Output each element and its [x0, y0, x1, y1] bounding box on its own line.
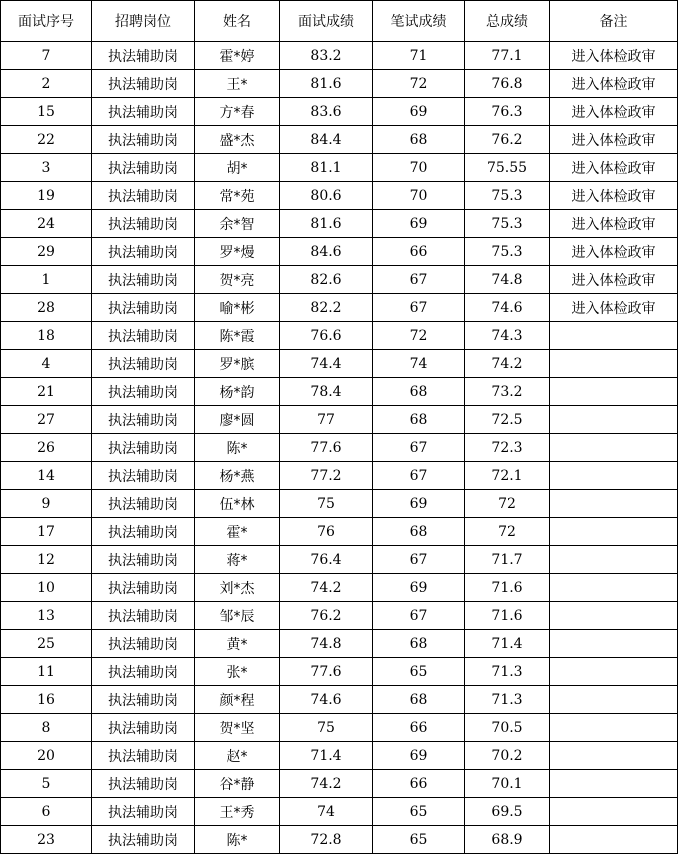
- remarks-cell: [550, 826, 678, 854]
- table-row: [1, 574, 678, 602]
- position-cell: 执法辅助岗: [92, 406, 195, 434]
- table-row: [1, 238, 678, 266]
- total-score-cell: 73.2: [465, 378, 550, 406]
- name-cell: 贺*坚: [195, 714, 280, 742]
- remarks-cell: [550, 770, 678, 798]
- interview-number-cell: 5: [1, 770, 92, 798]
- interview-number-cell: 12: [1, 546, 92, 574]
- written-score-cell: 69: [373, 490, 465, 518]
- header-name: 姓名: [195, 1, 280, 42]
- written-score-cell: 68: [373, 518, 465, 546]
- table-row: [1, 182, 678, 210]
- interview-score-cell: 82.6: [280, 266, 373, 294]
- interview-number-cell: 26: [1, 434, 92, 462]
- table-row: [1, 826, 678, 854]
- table-row: [1, 266, 678, 294]
- position-cell: 执法辅助岗: [92, 658, 195, 686]
- table-row: [1, 378, 678, 406]
- table-row: [1, 686, 678, 714]
- interview-score-cell: 75: [280, 714, 373, 742]
- interview-score-cell: 84.4: [280, 126, 373, 154]
- name-cell: 谷*静: [195, 770, 280, 798]
- written-score-cell: 69: [373, 98, 465, 126]
- table-row: [1, 154, 678, 182]
- written-score-cell: 68: [373, 630, 465, 658]
- remarks-cell: [550, 714, 678, 742]
- remarks-cell: 进入体检政审: [550, 266, 678, 294]
- total-score-cell: 71.7: [465, 546, 550, 574]
- position-cell: 执法辅助岗: [92, 350, 195, 378]
- header-written-score: 笔试成绩: [373, 1, 465, 42]
- interview-number-cell: 3: [1, 154, 92, 182]
- position-cell: 执法辅助岗: [92, 238, 195, 266]
- name-cell: 杨*韵: [195, 378, 280, 406]
- written-score-cell: 67: [373, 294, 465, 322]
- interview-score-cell: 77.2: [280, 462, 373, 490]
- name-cell: 王*秀: [195, 798, 280, 826]
- total-score-cell: 69.5: [465, 798, 550, 826]
- interview-score-cell: 83.2: [280, 42, 373, 70]
- interview-number-cell: 20: [1, 742, 92, 770]
- total-score-cell: 68.9: [465, 826, 550, 854]
- table-row: [1, 602, 678, 630]
- interview-number-cell: 2: [1, 70, 92, 98]
- position-cell: 执法辅助岗: [92, 70, 195, 98]
- table-row: [1, 70, 678, 98]
- interview-score-cell: 84.6: [280, 238, 373, 266]
- total-score-cell: 71.6: [465, 602, 550, 630]
- header-position: 招聘岗位: [92, 1, 195, 42]
- position-cell: 执法辅助岗: [92, 98, 195, 126]
- name-cell: 胡*: [195, 154, 280, 182]
- written-score-cell: 69: [373, 210, 465, 238]
- table-row: [1, 126, 678, 154]
- name-cell: 方*春: [195, 98, 280, 126]
- written-score-cell: 66: [373, 770, 465, 798]
- position-cell: 执法辅助岗: [92, 490, 195, 518]
- table-row: [1, 98, 678, 126]
- total-score-cell: 71.6: [465, 574, 550, 602]
- interview-score-cell: 77.6: [280, 658, 373, 686]
- interview-number-cell: 11: [1, 658, 92, 686]
- name-cell: 张*: [195, 658, 280, 686]
- position-cell: 执法辅助岗: [92, 602, 195, 630]
- position-cell: 执法辅助岗: [92, 714, 195, 742]
- name-cell: 霍*: [195, 518, 280, 546]
- name-cell: 罗*熳: [195, 238, 280, 266]
- total-score-cell: 74.6: [465, 294, 550, 322]
- total-score-cell: 76.8: [465, 70, 550, 98]
- remarks-cell: 进入体检政审: [550, 294, 678, 322]
- interview-number-cell: 7: [1, 42, 92, 70]
- total-score-cell: 71.3: [465, 658, 550, 686]
- table-row: [1, 658, 678, 686]
- remarks-cell: [550, 574, 678, 602]
- name-cell: 赵*: [195, 742, 280, 770]
- position-cell: 执法辅助岗: [92, 294, 195, 322]
- written-score-cell: 65: [373, 798, 465, 826]
- name-cell: 喻*彬: [195, 294, 280, 322]
- position-cell: 执法辅助岗: [92, 378, 195, 406]
- position-cell: 执法辅助岗: [92, 546, 195, 574]
- written-score-cell: 67: [373, 434, 465, 462]
- table-row: [1, 714, 678, 742]
- name-cell: 邹*辰: [195, 602, 280, 630]
- position-cell: 执法辅助岗: [92, 798, 195, 826]
- name-cell: 刘*杰: [195, 574, 280, 602]
- written-score-cell: 67: [373, 266, 465, 294]
- table-row: [1, 546, 678, 574]
- written-score-cell: 66: [373, 238, 465, 266]
- table-row: [1, 350, 678, 378]
- interview-number-cell: 17: [1, 518, 92, 546]
- interview-number-cell: 29: [1, 238, 92, 266]
- table-row: [1, 406, 678, 434]
- position-cell: 执法辅助岗: [92, 182, 195, 210]
- remarks-cell: [550, 602, 678, 630]
- total-score-cell: 75.3: [465, 210, 550, 238]
- name-cell: 余*智: [195, 210, 280, 238]
- interview-number-cell: 24: [1, 210, 92, 238]
- total-score-cell: 71.4: [465, 630, 550, 658]
- interview-number-cell: 27: [1, 406, 92, 434]
- written-score-cell: 74: [373, 350, 465, 378]
- interview-score-cell: 74.2: [280, 574, 373, 602]
- written-score-cell: 68: [373, 686, 465, 714]
- name-cell: 伍*林: [195, 490, 280, 518]
- position-cell: 执法辅助岗: [92, 434, 195, 462]
- written-score-cell: 68: [373, 378, 465, 406]
- written-score-cell: 67: [373, 462, 465, 490]
- position-cell: 执法辅助岗: [92, 210, 195, 238]
- interview-number-cell: 25: [1, 630, 92, 658]
- name-cell: 黄*: [195, 630, 280, 658]
- name-cell: 颜*程: [195, 686, 280, 714]
- name-cell: 王*: [195, 70, 280, 98]
- interview-number-cell: 13: [1, 602, 92, 630]
- header-row: [1, 1, 678, 42]
- remarks-cell: [550, 546, 678, 574]
- written-score-cell: 66: [373, 714, 465, 742]
- interview-number-cell: 18: [1, 322, 92, 350]
- remarks-cell: [550, 518, 678, 546]
- interview-score-cell: 76.2: [280, 602, 373, 630]
- written-score-cell: 67: [373, 546, 465, 574]
- interview-score-cell: 81.6: [280, 70, 373, 98]
- name-cell: 常*苑: [195, 182, 280, 210]
- total-score-cell: 74.3: [465, 322, 550, 350]
- position-cell: 执法辅助岗: [92, 574, 195, 602]
- position-cell: 执法辅助岗: [92, 266, 195, 294]
- remarks-cell: [550, 742, 678, 770]
- total-score-cell: 75.3: [465, 238, 550, 266]
- total-score-cell: 72: [465, 490, 550, 518]
- name-cell: 罗*膑: [195, 350, 280, 378]
- written-score-cell: 71: [373, 42, 465, 70]
- interview-number-cell: 14: [1, 462, 92, 490]
- remarks-cell: 进入体检政审: [550, 126, 678, 154]
- table-row: [1, 210, 678, 238]
- header-interview-number: 面试序号: [1, 1, 92, 42]
- remarks-cell: [550, 378, 678, 406]
- total-score-cell: 74.2: [465, 350, 550, 378]
- position-cell: 执法辅助岗: [92, 770, 195, 798]
- written-score-cell: 68: [373, 126, 465, 154]
- interview-score-cell: 76.4: [280, 546, 373, 574]
- table-row: [1, 742, 678, 770]
- table-row: [1, 322, 678, 350]
- name-cell: 霍*婷: [195, 42, 280, 70]
- interview-score-cell: 74.4: [280, 350, 373, 378]
- interview-score-cell: 78.4: [280, 378, 373, 406]
- name-cell: 盛*杰: [195, 126, 280, 154]
- interview-number-cell: 28: [1, 294, 92, 322]
- position-cell: 执法辅助岗: [92, 154, 195, 182]
- total-score-cell: 72.1: [465, 462, 550, 490]
- interview-number-cell: 19: [1, 182, 92, 210]
- interview-number-cell: 6: [1, 798, 92, 826]
- table-row: [1, 490, 678, 518]
- position-cell: 执法辅助岗: [92, 630, 195, 658]
- remarks-cell: [550, 462, 678, 490]
- name-cell: 杨*燕: [195, 462, 280, 490]
- position-cell: 执法辅助岗: [92, 686, 195, 714]
- total-score-cell: 77.1: [465, 42, 550, 70]
- remarks-cell: 进入体检政审: [550, 210, 678, 238]
- interview-number-cell: 4: [1, 350, 92, 378]
- position-cell: 执法辅助岗: [92, 126, 195, 154]
- interview-number-cell: 21: [1, 378, 92, 406]
- remarks-cell: 进入体检政审: [550, 70, 678, 98]
- written-score-cell: 67: [373, 602, 465, 630]
- table-row: [1, 294, 678, 322]
- total-score-cell: 75.55: [465, 154, 550, 182]
- total-score-cell: 70.2: [465, 742, 550, 770]
- remarks-cell: [550, 434, 678, 462]
- position-cell: 执法辅助岗: [92, 322, 195, 350]
- total-score-cell: 70.5: [465, 714, 550, 742]
- name-cell: 廖*圆: [195, 406, 280, 434]
- interview-score-cell: 76: [280, 518, 373, 546]
- written-score-cell: 69: [373, 574, 465, 602]
- table-body: [1, 42, 678, 854]
- position-cell: 执法辅助岗: [92, 518, 195, 546]
- written-score-cell: 72: [373, 70, 465, 98]
- interview-number-cell: 23: [1, 826, 92, 854]
- remarks-cell: [550, 350, 678, 378]
- remarks-cell: 进入体检政审: [550, 238, 678, 266]
- name-cell: 陈*霞: [195, 322, 280, 350]
- remarks-cell: 进入体检政审: [550, 42, 678, 70]
- remarks-cell: 进入体检政审: [550, 182, 678, 210]
- header-remarks: 备注: [550, 1, 678, 42]
- interview-score-cell: 74.2: [280, 770, 373, 798]
- remarks-cell: [550, 658, 678, 686]
- interview-score-cell: 74: [280, 798, 373, 826]
- interview-number-cell: 22: [1, 126, 92, 154]
- table-row: [1, 630, 678, 658]
- written-score-cell: 65: [373, 658, 465, 686]
- interview-score-cell: 77: [280, 406, 373, 434]
- interview-score-cell: 74.8: [280, 630, 373, 658]
- interview-score-cell: 81.6: [280, 210, 373, 238]
- remarks-cell: [550, 490, 678, 518]
- interview-number-cell: 10: [1, 574, 92, 602]
- written-score-cell: 65: [373, 826, 465, 854]
- total-score-cell: 75.3: [465, 182, 550, 210]
- position-cell: 执法辅助岗: [92, 462, 195, 490]
- remarks-cell: [550, 630, 678, 658]
- written-score-cell: 70: [373, 154, 465, 182]
- name-cell: 陈*: [195, 434, 280, 462]
- remarks-cell: 进入体检政审: [550, 154, 678, 182]
- total-score-cell: 72.3: [465, 434, 550, 462]
- interview-score-cell: 75: [280, 490, 373, 518]
- name-cell: 陈*: [195, 826, 280, 854]
- remarks-cell: [550, 686, 678, 714]
- total-score-cell: 76.3: [465, 98, 550, 126]
- total-score-cell: 74.8: [465, 266, 550, 294]
- total-score-cell: 72: [465, 518, 550, 546]
- interview-score-cell: 77.6: [280, 434, 373, 462]
- position-cell: 执法辅助岗: [92, 42, 195, 70]
- interview-score-cell: 72.8: [280, 826, 373, 854]
- interview-score-cell: 80.6: [280, 182, 373, 210]
- interview-score-cell: 71.4: [280, 742, 373, 770]
- written-score-cell: 72: [373, 322, 465, 350]
- interview-score-cell: 76.6: [280, 322, 373, 350]
- remarks-cell: [550, 322, 678, 350]
- interview-number-cell: 16: [1, 686, 92, 714]
- name-cell: 蒋*: [195, 546, 280, 574]
- remarks-cell: [550, 406, 678, 434]
- table-row: [1, 770, 678, 798]
- written-score-cell: 70: [373, 182, 465, 210]
- interview-score-cell: 81.1: [280, 154, 373, 182]
- position-cell: 执法辅助岗: [92, 742, 195, 770]
- table-row: [1, 518, 678, 546]
- total-score-cell: 72.5: [465, 406, 550, 434]
- table-row: [1, 434, 678, 462]
- interview-number-cell: 1: [1, 266, 92, 294]
- interview-score-cell: 74.6: [280, 686, 373, 714]
- header-interview-score: 面试成绩: [280, 1, 373, 42]
- written-score-cell: 69: [373, 742, 465, 770]
- header-total-score: 总成绩: [465, 1, 550, 42]
- table-row: [1, 42, 678, 70]
- remarks-cell: [550, 798, 678, 826]
- table-row: [1, 462, 678, 490]
- total-score-cell: 70.1: [465, 770, 550, 798]
- written-score-cell: 68: [373, 406, 465, 434]
- table-header: [1, 1, 678, 42]
- table-row: [1, 798, 678, 826]
- interview-score-cell: 83.6: [280, 98, 373, 126]
- remarks-cell: 进入体检政审: [550, 98, 678, 126]
- total-score-cell: 71.3: [465, 686, 550, 714]
- interview-number-cell: 15: [1, 98, 92, 126]
- interview-number-cell: 8: [1, 714, 92, 742]
- position-cell: 执法辅助岗: [92, 826, 195, 854]
- interview-number-cell: 9: [1, 490, 92, 518]
- total-score-cell: 76.2: [465, 126, 550, 154]
- name-cell: 贺*亮: [195, 266, 280, 294]
- interview-score-cell: 82.2: [280, 294, 373, 322]
